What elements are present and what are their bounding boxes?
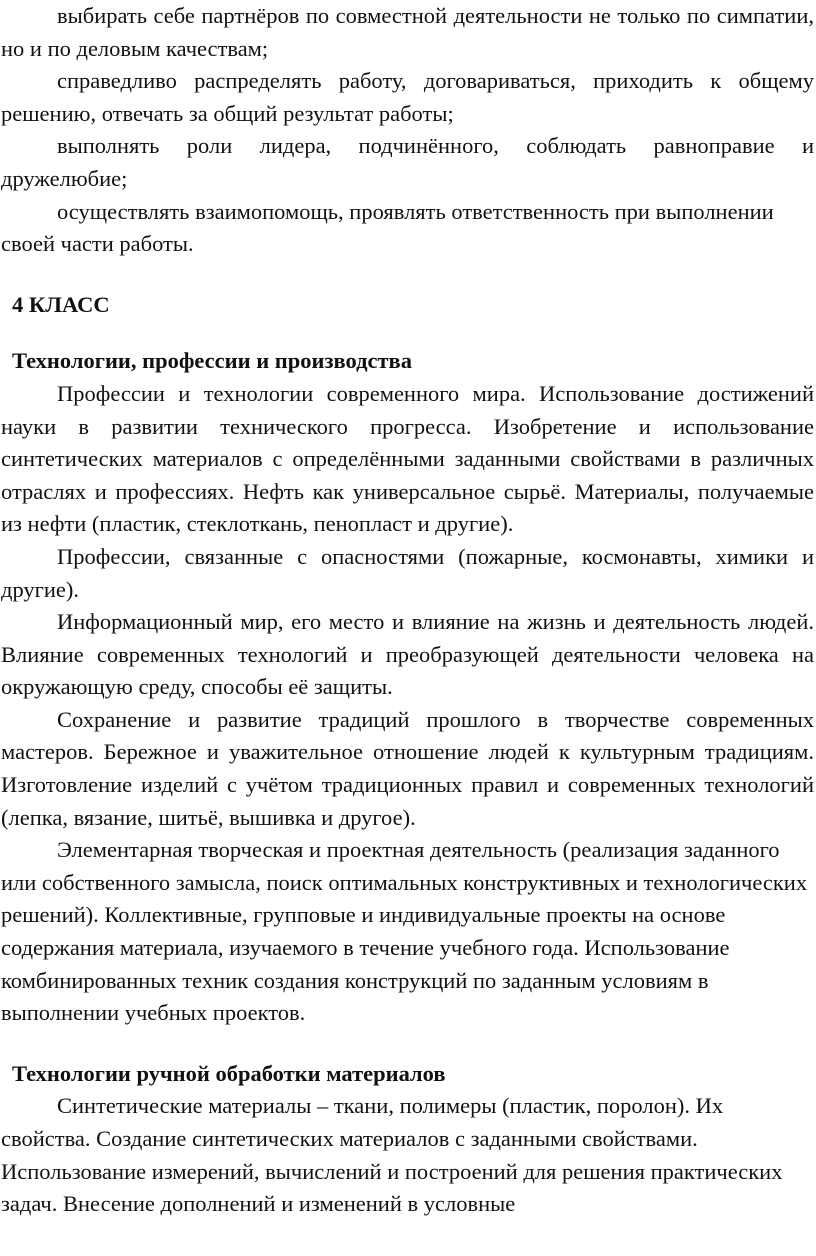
- section1-paragraph-1: Профессии и технологии современного мира. Использование достижений науки в развитии технического прогресса. Изобретение и использование синтетических материалов с определёнными заданными свойствами в различных отраслях и профессиях. Нефть как универсальное сырьё. Материалы, получаемые из нефти (пластик, стеклоткань, пенопласт и другие).: [1, 380, 814, 537]
- section1-paragraph-5: Элементарная творческая и проектная деятельность (реализация заданного или собственного замысла, поиск оптимальных конструктивных и технологических решений). Коллективные, групповые и индивидуальные проекты на основе содержания материала, изучаемого в течение учебного года. Использование комбинированных техник создания конструкций по заданным условиям в выполнении учебных проектов.: [1, 837, 808, 1026]
- section-title-manual-processing: Технологии ручной обработки материалов: [12, 1060, 446, 1086]
- section-title-technologies-professions: Технологии, профессии и производства: [12, 348, 412, 374]
- intro-item-3: выполнять роли лидера, подчинённого, соблюдать равноправие и дружелюбие;: [1, 133, 814, 191]
- intro-item-1: выбирать себе партнёров по совместной деятельности не только по симпатии, но и по деловым качествам;: [1, 3, 814, 61]
- section2-paragraph-1: Синтетические материалы – ткани, полимеры (пластик, поролон). Их свойства. Создание синтетических материалов с заданными свойствами. Использование измерений, вычислений и построений для решения практических задач. Внесение дополнений и изменений в условные: [1, 1093, 783, 1217]
- grade-heading: 4 КЛАСС: [12, 291, 110, 317]
- section1-paragraph-3: Информационный мир, его место и влияние на жизнь и деятельность людей. Влияние современных технологий и преобразующей деятельности человека на окружающую среду, способы её защиты.: [1, 609, 814, 700]
- intro-item-2: справедливо распределять работу, договариваться, приходить к общему решению, отвечать за общий результат работы;: [1, 68, 814, 126]
- intro-item-4: осуществлять взаимопомощь, проявлять ответственность при выполнении своей части работы.: [1, 198, 774, 257]
- section1-paragraph-2: Профессии, связанные с опасностями (пожарные, космонавты, химики и другие).: [1, 543, 814, 602]
- section1-paragraph-4: Сохранение и развитие традиций прошлого в творчестве современных мастеров. Бережное и уважительное отношение людей к культурным традициям. Изготовление изделий с учётом традиционных правил и современных технологий (лепка, вязание, шитьё, вышивка и другое).: [1, 706, 814, 830]
